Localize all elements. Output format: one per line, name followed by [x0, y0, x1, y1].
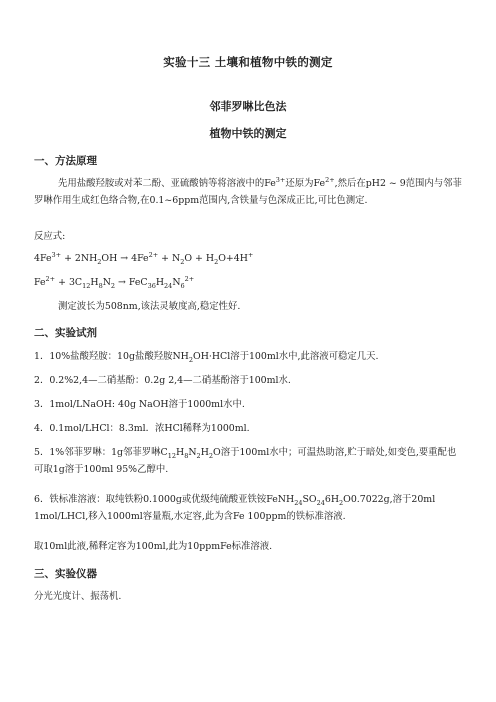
wavelength-note: 测定波长为508nm,该法灵敏度高,稳定性好. [58, 301, 241, 312]
reagent-7: 取10ml此液,稀释定容为100ml,此为10ppmFe标准溶液. [34, 541, 273, 552]
section-heading-principle: 一、方法原理 [34, 155, 97, 167]
sub-title: 植物中铁的测定 [209, 127, 287, 140]
equation-label: 反应式: [34, 231, 66, 242]
reagent-6: 6．铁标准溶液：取纯铁粉0.1000g或优级纯硫酸亚铁铵$FeNH_{24}SO_{24}6H_2O0.7022g$,溶于20ml 1mol/LHCl,移入1000ml容量瓶,水定容,此为含Fe 100ppm的铁标准溶液. [34, 494, 436, 522]
instruments-text: 分光光度计、振荡机. [34, 591, 122, 602]
principle-paragraph: 先用盐酸羟胺或对苯二酚、亚硫酸钠等将溶液中的$Fe^{3+}$还原为$Fe^{2+}$,然后在pH2 ~ 9范围内与邻菲罗啉作用生成红色络合物,在0.1~6ppm范围内,含铁量与色深成正比,可比色测定. [34, 175, 462, 206]
equation-1: $4Fe^{3+} + 2NH_2OH \to 4Fe^{2+} + N_2O + H_2O+4H^+$ [34, 250, 254, 266]
reagent-5: 5．1%邻菲罗啉：1g邻菲罗啉$C_{12}H_8N_2H_2O$溶于100ml水中；可温热助溶,贮于暗处,如变色,要重配也可取1g溶于100ml 95%乙醇中. [34, 447, 457, 475]
reagent-1: 1．10%盐酸羟胺：10g盐酸羟胺$NH_2OH\cdot HCl$溶于100ml水中,此溶液可稳定几天. [34, 351, 379, 364]
reagent-4: 4．0.1mol/LHCl：8.3ml．浓HCl稀释为1000ml. [34, 423, 250, 434]
reagent-3: 3．1mol/LNaOH: 40g NaOH溶于1000ml水中. [34, 399, 245, 410]
equation-2: $Fe^{2+} + 3C_{12}H_8N_2 \to FeC_{36}H_{24}N_6^{2+}$ [34, 274, 195, 290]
section-heading-reagents: 二、实验试剂 [34, 327, 97, 339]
section-heading-instruments: 三、实验仪器 [34, 568, 97, 580]
document-title: 实验十三 土壤和植物中铁的测定 [163, 55, 333, 69]
reagent-2: 2．0.2%2,4—二硝基酚：0.2g 2,4—二硝基酚溶于100ml水. [34, 375, 291, 386]
method-title: 邻菲罗啉比色法 [209, 100, 287, 113]
